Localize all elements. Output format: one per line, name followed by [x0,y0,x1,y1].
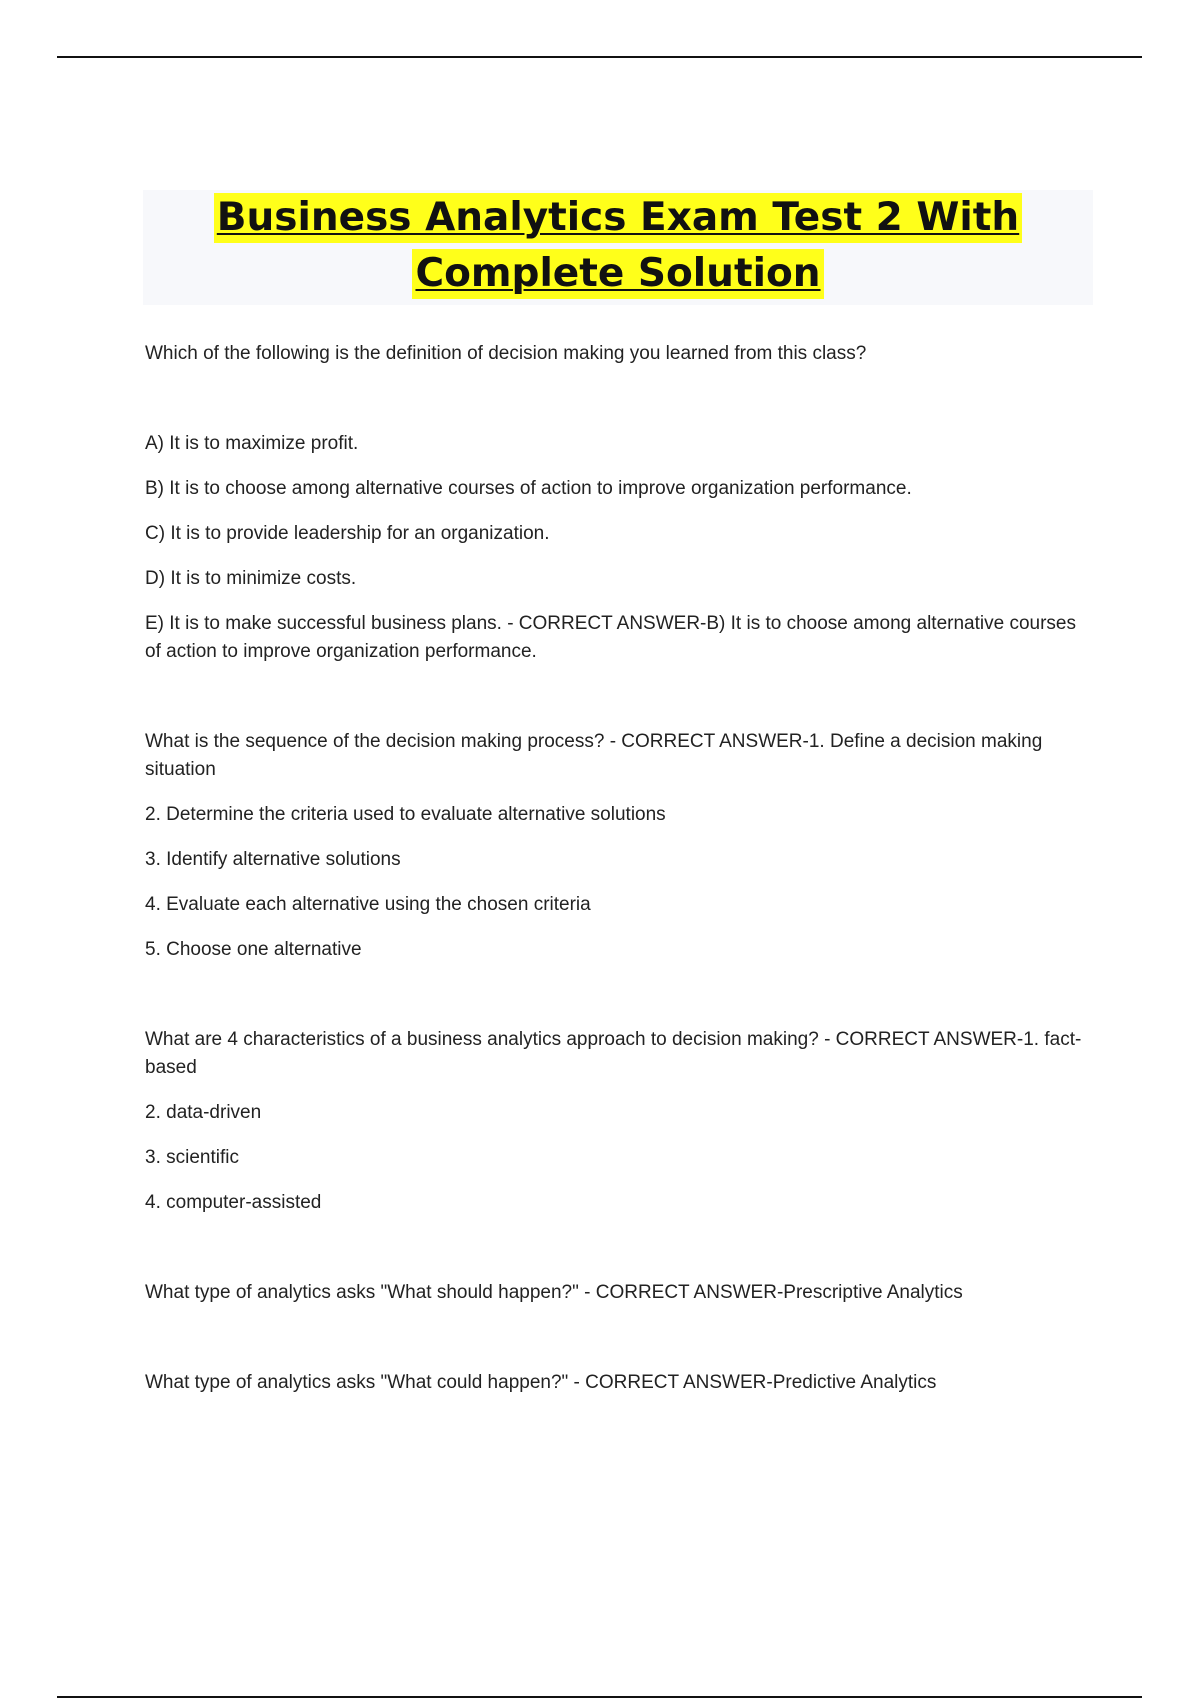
document-title-line-2: Complete Solution [412,249,823,299]
document-title-line-1: Business Analytics Exam Test 2 With [214,193,1022,243]
question-1-option-d: D) It is to minimize costs. [145,568,357,589]
document-body [145,340,1085,1414]
document-title-block [143,190,1093,305]
question-2-text: What is the sequence of the decision making process? - CORRECT ANSWER-1. Define a decision making situation [145,731,1043,780]
question-3-item-4: 4. computer-assisted [145,1192,322,1213]
question-1-option-a: A) It is to maximize profit. [145,433,359,454]
question-1-option-e-answer: E) It is to make successful business plans. - CORRECT ANSWER-B) It is to choose among alternative courses of action to improve organization performance. [145,613,1076,662]
question-1-option-b: B) It is to choose among alternative courses of action to improve organization performance. [145,478,912,499]
question-2-step-3: 3. Identify alternative solutions [145,849,401,870]
question-1-option-c: C) It is to provide leadership for an organization. [145,523,550,544]
header-rule [57,56,1142,58]
question-2-step-5: 5. Choose one alternative [145,939,362,960]
question-2-step-4: 4. Evaluate each alternative using the chosen criteria [145,894,591,915]
question-3-item-3: 3. scientific [145,1147,239,1168]
question-2-step-2: 2. Determine the criteria used to evaluate alternative solutions [145,804,666,825]
question-1-text: Which of the following is the definition of decision making you learned from this class? [145,343,867,364]
footer-rule [57,1696,1142,1698]
question-5-text: What type of analytics asks "What could happen?" - CORRECT ANSWER-Predictive Analytics [145,1372,937,1393]
question-3-item-2: 2. data-driven [145,1102,262,1123]
question-3-text: What are 4 characteristics of a business analytics approach to decision making? - CORRECT ANSWER-1. fact-based [145,1029,1082,1078]
question-4-text: What type of analytics asks "What should happen?" - CORRECT ANSWER-Prescriptive Analytics [145,1282,963,1303]
